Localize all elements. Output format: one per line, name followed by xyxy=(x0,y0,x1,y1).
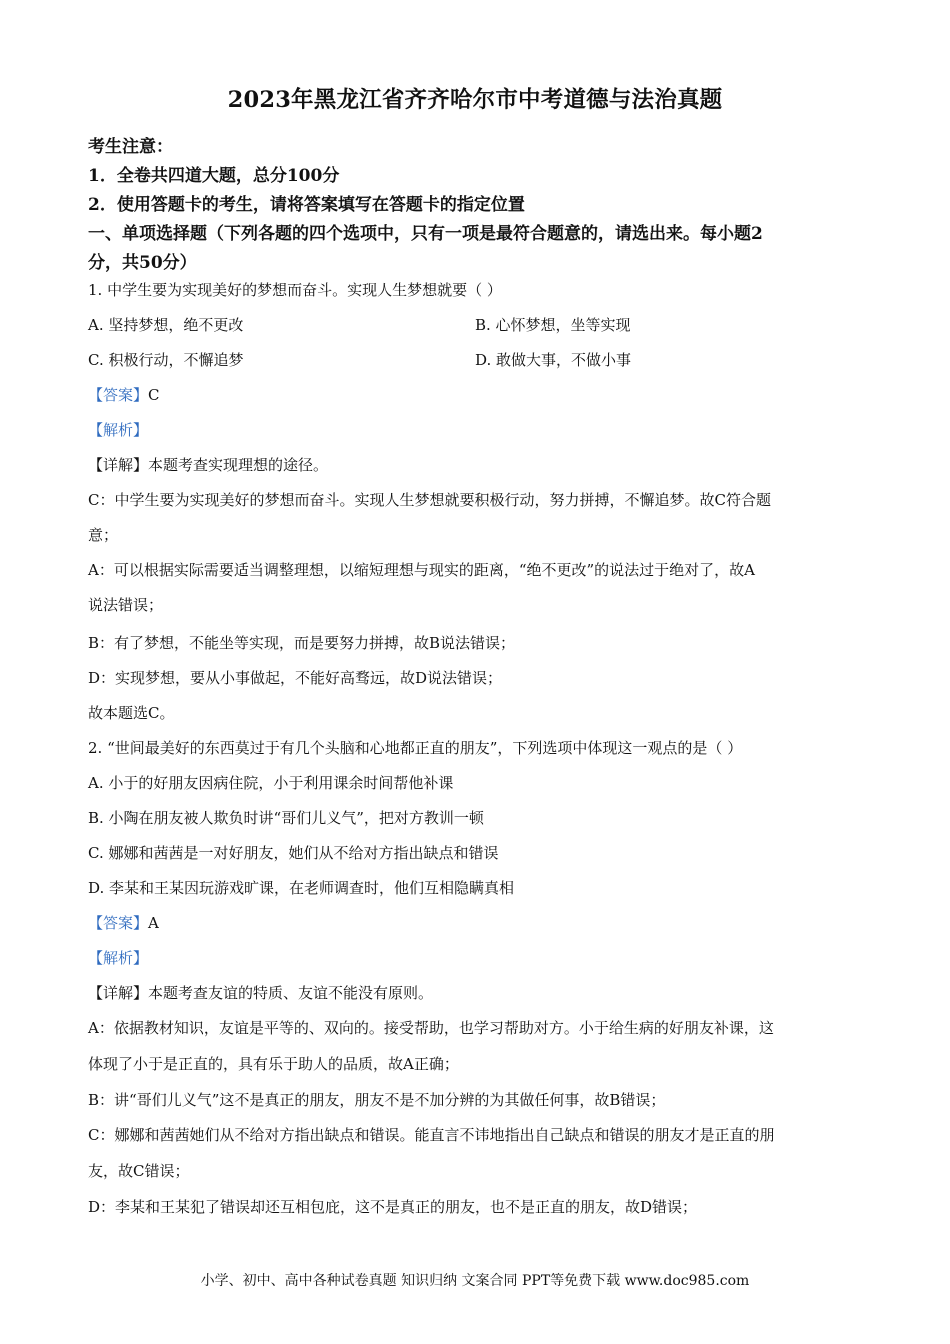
section-heading-cont: 分，共50分） xyxy=(88,253,197,273)
notice-item-2: 2．使用答题卡的考生，请将答案填写在答题卡的指定位置 xyxy=(88,195,525,215)
q1-option-d: D. 敢做大事，不做小事 xyxy=(475,351,632,369)
page-title: 2023年黑龙江省齐齐哈尔市中考道德与法治真题 xyxy=(227,87,723,113)
q2-option-c: C. 娜娜和茜茜是一对好朋友，她们从不给对方指出缺点和错误 xyxy=(88,844,499,862)
notice-heading: 考生注意： xyxy=(88,137,173,157)
q2-option-b: B. 小陶在朋友被人欺负时讲“哥们儿义气”，把对方教训一顿 xyxy=(88,809,484,827)
detail-tag: 【详解】 xyxy=(88,456,149,474)
detail-text: 本题考查实现理想的途径。 xyxy=(148,456,329,474)
q1-analysis-tag: 【解析】 xyxy=(88,421,149,439)
section-heading: 一、单项选择题（下列各题的四个选项中，只有一项是最符合题意的，请选出来。每小题2 xyxy=(88,224,763,244)
q2-line: B：讲“哥们儿义气”这不是真正的朋友，朋友不是不加分辨的为其做任何事，故B错误； xyxy=(88,1091,666,1109)
notice-item-1: 1．全卷共四道大题，总分100分 xyxy=(88,166,340,186)
q1-line: C：中学生要为实现美好的梦想而奋斗。实现人生梦想就要积极行动，努力拼搏，不懈追梦。故C符合题 xyxy=(88,491,771,509)
q1-line: A：可以根据实际需要适当调整理想，以缩短理想与现实的距离，“绝不更改”的说法过于绝对了，故A xyxy=(88,561,756,579)
q2-line: A：依据教材知识，友谊是平等的、双向的。接受帮助，也学习帮助对方。小于给生病的好朋友补课，这 xyxy=(88,1019,774,1037)
question-2-stem: 2. “世间最美好的东西莫过于有几个头脑和心地都正直的朋友”，下列选项中体现这一观点的是（ ） xyxy=(88,739,743,757)
q2-line: 友，故C错误； xyxy=(88,1162,190,1180)
q1-line: 说法错误； xyxy=(88,596,164,614)
q2-line: C：娜娜和茜茜她们从不给对方指出缺点和错误。能直言不讳地指出自己缺点和错误的朋友才是正直的朋 xyxy=(88,1126,775,1144)
answer-value: A xyxy=(148,914,159,932)
q1-answer xyxy=(88,384,160,405)
answer-tag: 【答案】 xyxy=(88,386,149,404)
q2-answer xyxy=(88,912,159,933)
q1-detail xyxy=(88,454,328,475)
q2-option-a: A. 小于的好朋友因病住院，小于利用课余时间帮他补课 xyxy=(88,774,454,792)
q2-option-d: D. 李某和王某因玩游戏旷课，在老师调查时，他们互相隐瞒真相 xyxy=(88,879,515,897)
q1-line: B：有了梦想，不能坐等实现，而是要努力拼搏，故B说法错误； xyxy=(88,634,516,652)
q1-option-a: A. 坚持梦想，绝不更改 xyxy=(88,316,244,334)
q1-option-c: C. 积极行动，不懈追梦 xyxy=(88,351,244,369)
answer-tag: 【答案】 xyxy=(88,914,149,932)
q2-line: D：李某和王某犯了错误却还互相包庇，这不是真正的朋友，也不是正直的朋友，故D错误； xyxy=(88,1198,698,1216)
q2-line: 体现了小于是正直的，具有乐于助人的品质，故A正确； xyxy=(88,1055,459,1073)
question-1-stem: 1. 中学生要为实现美好的梦想而奋斗。实现人生梦想就要（ ） xyxy=(88,281,502,299)
answer-value: C xyxy=(148,386,160,404)
q1-line: 故本题选C。 xyxy=(88,704,175,722)
q1-line: 意； xyxy=(88,526,119,544)
q2-detail xyxy=(88,982,433,1003)
detail-tag: 【详解】 xyxy=(88,984,149,1002)
q2-analysis-tag: 【解析】 xyxy=(88,949,149,967)
q1-line: D：实现梦想，要从小事做起，不能好高骛远，故D说法错误； xyxy=(88,669,503,687)
detail-text: 本题考查友谊的特质、友谊不能没有原则。 xyxy=(148,984,434,1002)
q1-option-b: B. 心怀梦想，坐等实现 xyxy=(475,316,631,334)
page-footer: 小学、初中、高中各种试卷真题 知识归纳 文案合同 PPT等免费下载 www.doc985.com xyxy=(200,1273,750,1289)
